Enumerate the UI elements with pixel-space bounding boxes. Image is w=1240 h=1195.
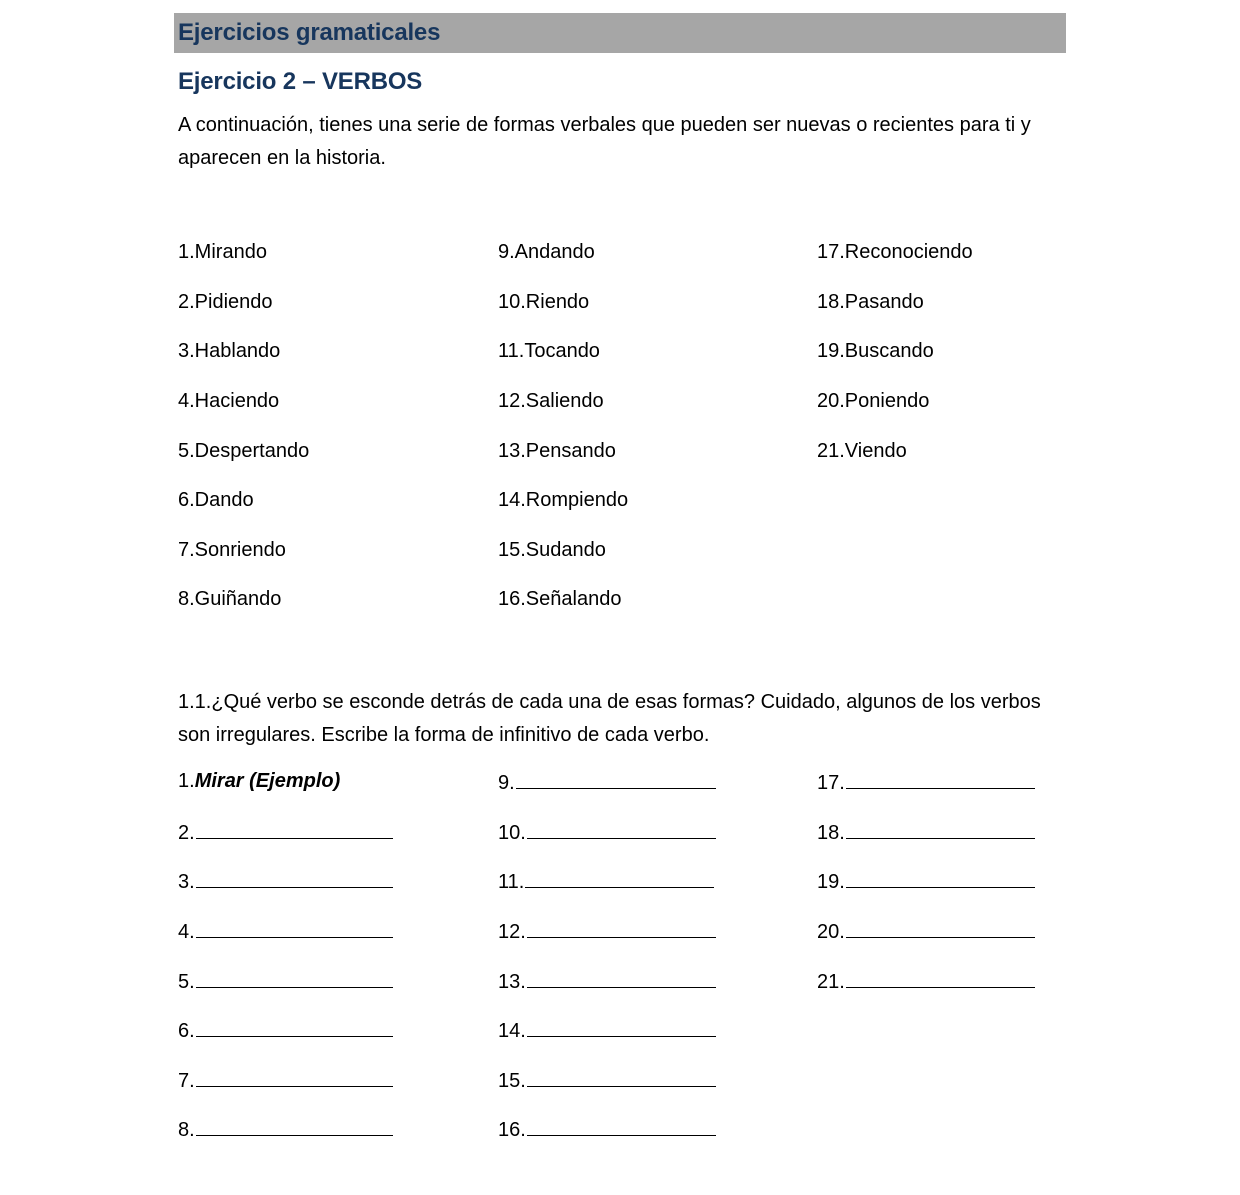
answer-blank[interactable] [196, 969, 393, 988]
answer-field[interactable] [817, 919, 1035, 944]
answer-field[interactable] [498, 1117, 716, 1142]
verb-form-item: 6.Dando [178, 489, 254, 511]
answer-number: 1. [178, 770, 195, 792]
answer-blank[interactable] [527, 919, 716, 938]
answer-number: 18. [817, 822, 845, 844]
answer-blank[interactable] [516, 770, 716, 789]
verb-form-item: 11.Tocando [498, 340, 600, 362]
answer-number: 8. [178, 1119, 195, 1141]
answer-number: 19. [817, 871, 845, 893]
verb-form-item: 7.Sonriendo [178, 539, 286, 561]
exercise-title: Ejercicio 2 – VERBOS [178, 68, 423, 95]
answer-number: 7. [178, 1070, 195, 1092]
answer-field[interactable] [817, 869, 1035, 894]
verb-form-item: 16.Señalando [498, 588, 622, 610]
verb-form-item: 10.Riendo [498, 291, 590, 313]
answer-number: 10. [498, 822, 526, 844]
answer-field[interactable] [178, 869, 393, 894]
answer-number: 9. [498, 772, 515, 794]
answer-blank[interactable] [527, 1068, 716, 1087]
answer-blank[interactable] [196, 1117, 393, 1136]
verb-form-item: 20.Poniendo [817, 390, 930, 412]
answer-field[interactable] [498, 869, 714, 894]
answer-number: 5. [178, 971, 195, 993]
answer-number: 11. [498, 871, 525, 893]
answer-field[interactable] [817, 770, 1035, 795]
verb-form-item: 12.Saliendo [498, 390, 604, 412]
answer-blank[interactable] [196, 1018, 393, 1037]
answer-number: 20. [817, 921, 845, 943]
answer-field[interactable] [178, 969, 393, 994]
answer-blank[interactable] [196, 919, 393, 938]
answer-number: 13. [498, 971, 526, 993]
verb-form-item: 15.Sudando [498, 539, 606, 561]
question-instructions: 1.1.¿Qué verbo se esconde detrás de cada una de esas formas? Cuidado, algunos de los verbos son irregulares. Escribe la forma de infinitivo de cada verbo. [178, 691, 1041, 746]
verb-form-item: 5.Despertando [178, 440, 310, 462]
verb-form-item: 8.Guiñando [178, 588, 282, 610]
verb-form-item: 3.Hablando [178, 340, 281, 362]
answer-number: 17. [817, 772, 845, 794]
answer-number: 16. [498, 1119, 526, 1141]
answer-field[interactable] [498, 1018, 716, 1043]
answer-field[interactable] [498, 820, 716, 845]
answer-field[interactable] [817, 969, 1035, 994]
verb-form-item: 19.Buscando [817, 340, 934, 362]
answer-number: 4. [178, 921, 195, 943]
answer-field[interactable] [178, 1068, 393, 1093]
verb-form-item: 13.Pensando [498, 440, 616, 462]
verb-form-item: 21.Viendo [817, 440, 907, 462]
answer-blank[interactable] [527, 969, 716, 988]
answer-blank[interactable] [846, 770, 1035, 789]
section-title: Ejercicios gramaticales [178, 19, 441, 46]
answer-blank[interactable] [527, 1117, 716, 1136]
section-header-bar [174, 13, 1066, 53]
answer-field[interactable] [178, 919, 393, 944]
answer-number: 14. [498, 1020, 526, 1042]
answer-field[interactable] [498, 770, 716, 795]
answer-number: 21. [817, 971, 845, 993]
verb-form-item: 14.Rompiendo [498, 489, 629, 511]
verb-form-item: 17.Reconociendo [817, 241, 973, 263]
answer-field[interactable] [178, 820, 393, 845]
answer-example [178, 770, 340, 793]
answer-blank[interactable] [527, 820, 716, 839]
answer-blank[interactable] [846, 869, 1035, 888]
answer-field[interactable] [178, 1117, 393, 1142]
exercise-intro: A continuación, tienes una serie de formas verbales que pueden ser nuevas o recientes para ti y aparecen en la historia. [178, 114, 1031, 169]
answer-number: 12. [498, 921, 526, 943]
answer-blank[interactable] [525, 869, 714, 888]
answer-field[interactable] [498, 919, 716, 944]
answer-field[interactable] [498, 969, 716, 994]
verb-form-item: 18.Pasando [817, 291, 924, 313]
answer-number: 15. [498, 1070, 526, 1092]
example-answer: Mirar (Ejemplo) [194, 770, 341, 792]
answer-blank[interactable] [196, 1068, 393, 1087]
answer-number: 2. [178, 822, 195, 844]
verb-form-item: 4.Haciendo [178, 390, 280, 412]
answer-blank[interactable] [196, 869, 393, 888]
answer-field[interactable] [817, 820, 1035, 845]
answer-blank[interactable] [846, 969, 1035, 988]
answer-number: 3. [178, 871, 195, 893]
answer-field[interactable] [178, 1018, 393, 1043]
answer-number: 6. [178, 1020, 195, 1042]
verb-form-item: 2.Pidiendo [178, 291, 273, 313]
verb-form-item: 1.Mirando [178, 241, 267, 263]
answer-blank[interactable] [846, 820, 1035, 839]
verb-form-item: 9.Andando [498, 241, 595, 263]
answer-blank[interactable] [196, 820, 393, 839]
answer-blank[interactable] [846, 919, 1035, 938]
answer-blank[interactable] [527, 1018, 716, 1037]
answer-field[interactable] [498, 1068, 716, 1093]
